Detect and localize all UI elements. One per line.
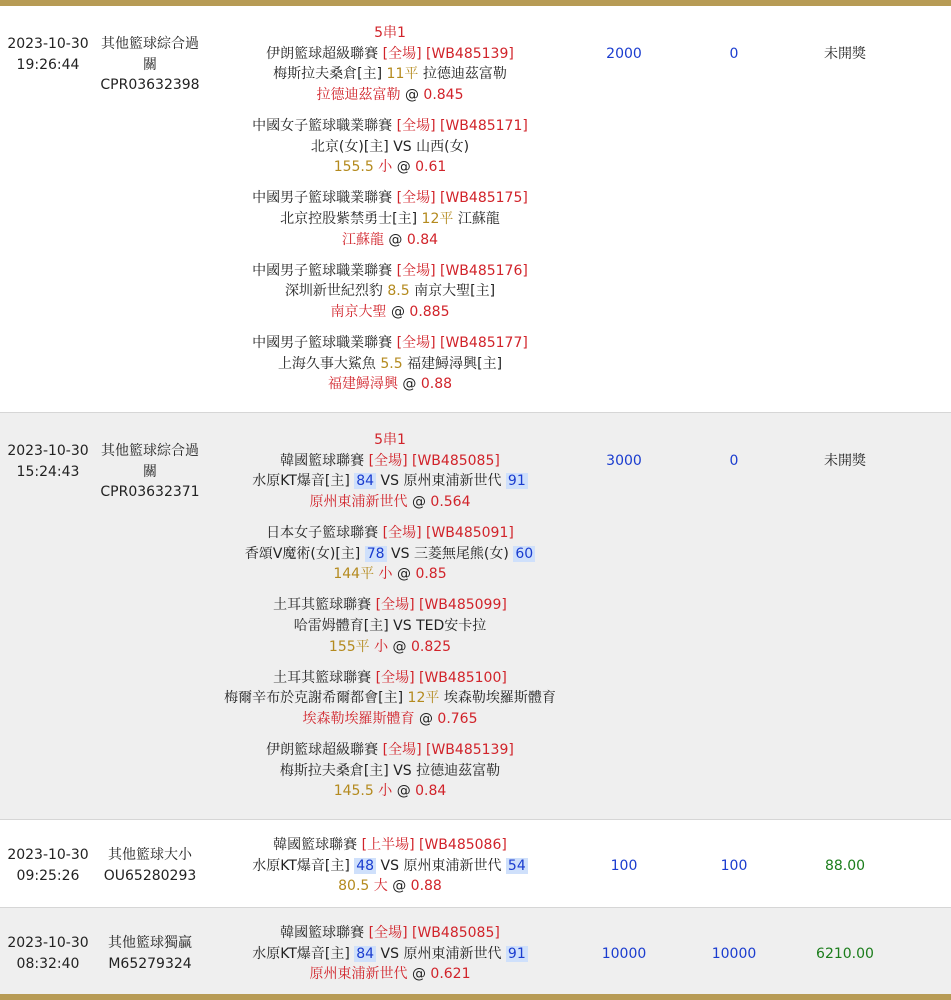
away-score: 54	[507, 857, 526, 874]
match-code: [WB485100]	[419, 669, 507, 686]
match-code: [WB485086]	[419, 837, 507, 853]
bet-type-label: 其他籃球綜合過	[101, 36, 199, 52]
odds: 0.84	[415, 783, 447, 800]
bet-date: 2023-10-30	[7, 935, 89, 951]
bet-date: 2023-10-30	[7, 36, 89, 52]
away-team: 原州東浦新世代	[403, 857, 502, 874]
away-score: 60	[515, 545, 534, 562]
match-code: [WB485091]	[426, 524, 514, 541]
match-code: [WB485171]	[440, 117, 528, 134]
odds: 0.825	[411, 638, 452, 655]
home-team: 深圳新世紀烈豹	[284, 283, 383, 300]
away-team: 三菱無尾熊(女)	[413, 545, 509, 562]
period-tag: [全場]	[368, 452, 408, 469]
odds: 0.88	[410, 878, 442, 895]
league-name: 伊朗籃球超級聯賽	[266, 742, 379, 759]
handicap-line: 12平	[421, 210, 454, 227]
bet-type	[100, 441, 200, 503]
valid-amount: 100	[720, 858, 748, 874]
pick: 埃森勒埃羅斯體育	[302, 710, 415, 727]
at-sign: @	[388, 231, 403, 248]
bet-leg	[200, 740, 580, 802]
at-sign: @	[411, 966, 426, 983]
vs-label: VS	[380, 945, 400, 962]
odds: 0.564	[430, 493, 471, 510]
bet-type	[100, 933, 200, 974]
period-tag: [全場]	[382, 45, 422, 62]
league-name: 中國男子籃球職業聯賽	[252, 262, 393, 279]
bet-record-row	[0, 820, 951, 908]
order-id: M65279324	[108, 955, 192, 972]
league-name: 中國男子籃球職業聯賽	[252, 190, 393, 207]
bet-time	[0, 933, 96, 974]
result-status: 未開獎	[824, 453, 866, 469]
league-name: 韓國籃球聯賽	[280, 452, 365, 469]
odds: 0.765	[437, 710, 478, 727]
bet-leg	[200, 188, 580, 250]
vs-label: VS	[391, 545, 410, 562]
win-amount: 6210.00	[816, 946, 874, 962]
bet-leg	[200, 451, 580, 513]
handicap-line: 5.5	[380, 355, 403, 372]
result-status: 未開獎	[824, 46, 866, 62]
away-team: 原州東浦新世代	[403, 473, 502, 490]
bet-clock: 19:26:44	[16, 56, 80, 73]
home-score: 84	[356, 473, 375, 490]
home-team: 香頌V魔術(女)[主]	[244, 545, 361, 562]
bet-type-label: 其他籃球綜合過	[101, 443, 199, 459]
home-team: 北京控股紫禁勇士[主]	[280, 210, 418, 227]
league-name: 伊朗籃球超級聯賽	[266, 45, 379, 62]
period-tag: [全場]	[396, 117, 436, 134]
period-tag: [全場]	[396, 262, 436, 279]
bet-date: 2023-10-30	[7, 443, 89, 459]
home-team: 水原KT爆音[主]	[252, 857, 350, 874]
away-score: 91	[507, 945, 526, 962]
bottom-border	[0, 994, 951, 1000]
period-tag: [全場]	[396, 190, 436, 207]
league-name: 中國女子籃球職業聯賽	[252, 117, 393, 134]
away-team: TED安卡拉	[416, 617, 487, 634]
bet-date: 2023-10-30	[7, 847, 89, 863]
bet-type-label: 其他籃球大小	[108, 847, 192, 863]
bet-type	[100, 845, 200, 886]
home-score: 84	[356, 945, 375, 962]
league-name: 中國男子籃球職業聯賽	[252, 335, 393, 352]
total-line: 155平	[328, 638, 370, 655]
match-code: [WB485085]	[412, 925, 500, 941]
at-sign: @	[397, 566, 411, 583]
bet-leg	[200, 668, 580, 730]
odds: 0.61	[415, 159, 447, 176]
at-sign: @	[418, 710, 433, 727]
odds: 0.84	[406, 231, 439, 248]
bet-clock: 15:24:43	[16, 463, 80, 480]
at-sign: @	[411, 493, 426, 510]
period-tag: [全場]	[382, 524, 422, 541]
pick: 拉德迪茲富勒	[316, 86, 401, 103]
win-amount: 88.00	[824, 858, 866, 874]
over-under-pick: 小	[378, 783, 393, 800]
bet-amount: 3000	[606, 453, 642, 469]
match-code: [WB485139]	[426, 742, 514, 759]
over-under-pick: 小	[378, 566, 393, 583]
bet-leg	[200, 333, 580, 395]
bet-type-label-cont: 關	[143, 56, 157, 73]
order-id: CPR03632398	[100, 77, 200, 94]
at-sign: @	[390, 303, 405, 320]
bet-type	[100, 34, 200, 96]
away-team: 山西(女)	[416, 138, 470, 155]
match-code: [WB485176]	[440, 262, 528, 279]
bet-leg	[200, 261, 580, 323]
match-code: [WB485177]	[440, 335, 528, 352]
total-line: 80.5	[338, 878, 370, 895]
at-sign: @	[392, 878, 407, 895]
over-under-pick: 大	[373, 878, 388, 895]
bet-record-row	[0, 413, 951, 820]
match-code: [WB485085]	[412, 452, 500, 469]
home-team: 水原KT爆音[主]	[252, 473, 350, 490]
away-team: 南京大聖[主]	[414, 283, 496, 300]
bet-type-label: 其他籃球獨贏	[108, 935, 192, 951]
league-name: 日本女子籃球聯賽	[266, 524, 379, 541]
odds: 0.885	[409, 303, 450, 320]
bet-amount: 100	[610, 858, 638, 874]
over-under-pick: 小	[374, 638, 389, 655]
pick: 原州東浦新世代	[309, 966, 408, 983]
away-team: 福建鱘潯興[主]	[407, 355, 503, 372]
pick: 福建鱘潯興	[327, 376, 398, 393]
period-tag: [全場]	[368, 925, 408, 941]
odds: 0.845	[423, 86, 464, 103]
bet-leg	[200, 923, 580, 985]
period-tag: [上半場]	[361, 837, 415, 853]
league-name: 土耳其籃球聯賽	[273, 597, 372, 614]
away-team: 拉德迪茲富勒	[416, 762, 501, 779]
pick: 南京大聖	[330, 303, 387, 320]
order-id: OU65280293	[103, 867, 197, 884]
vs-label: VS	[393, 617, 412, 634]
league-name: 韓國籃球聯賽	[273, 837, 358, 853]
handicap-line: 8.5	[387, 283, 410, 300]
match-code: [WB485175]	[440, 190, 528, 207]
valid-amount: 0	[729, 453, 739, 469]
pick: 江蘇龍	[341, 231, 384, 248]
home-score: 48	[356, 857, 375, 874]
bet-type-label-cont: 關	[143, 463, 157, 480]
at-sign: @	[396, 783, 411, 800]
bet-amount: 2000	[606, 46, 642, 62]
combo-label: 5串1	[374, 432, 406, 448]
bet-time	[0, 34, 96, 75]
home-team: 梅爾辛布於克謝希爾都會[主]	[224, 690, 404, 707]
total-line: 155.5	[333, 159, 374, 176]
home-score: 78	[366, 545, 385, 562]
home-team: 梅斯拉夫桑倉[主]	[279, 762, 389, 779]
at-sign: @	[404, 86, 419, 103]
vs-label: VS	[380, 857, 400, 874]
bet-record-row	[0, 6, 951, 413]
bet-amount: 10000	[601, 946, 647, 962]
home-team: 水原KT爆音[主]	[252, 945, 350, 962]
vs-label: VS	[393, 762, 412, 779]
bet-time	[0, 441, 96, 482]
total-line: 144平	[333, 566, 375, 583]
bet-details	[200, 923, 580, 985]
vs-label: VS	[393, 138, 412, 155]
bet-details	[200, 23, 580, 395]
period-tag: [全場]	[375, 669, 415, 686]
home-team: 梅斯拉夫桑倉[主]	[273, 66, 383, 83]
order-id: CPR03632371	[100, 484, 200, 501]
period-tag: [全場]	[375, 597, 415, 614]
handicap-line: 12平	[407, 690, 440, 707]
bet-leg	[200, 595, 580, 657]
bet-leg	[200, 116, 580, 178]
away-team: 埃森勒埃羅斯體育	[443, 690, 556, 707]
bet-details	[200, 835, 580, 897]
total-line: 145.5	[333, 783, 374, 800]
away-team: 原州東浦新世代	[403, 945, 502, 962]
handicap-line: 11平	[386, 66, 419, 83]
bet-details	[200, 430, 580, 802]
valid-amount: 0	[729, 46, 739, 62]
bet-time	[0, 845, 96, 886]
period-tag: [全場]	[396, 335, 436, 352]
away-team: 江蘇龍	[457, 210, 500, 227]
at-sign: @	[396, 159, 411, 176]
vs-label: VS	[380, 473, 400, 490]
match-code: [WB485099]	[419, 597, 507, 614]
league-name: 土耳其籃球聯賽	[273, 669, 372, 686]
match-code: [WB485139]	[426, 45, 514, 62]
league-name: 韓國籃球聯賽	[280, 925, 365, 941]
bet-leg	[200, 44, 580, 106]
bet-clock: 09:25:26	[16, 867, 80, 884]
bet-leg	[200, 835, 580, 897]
at-sign: @	[402, 376, 417, 393]
home-team: 上海久事大鯊魚	[277, 355, 376, 372]
period-tag: [全場]	[382, 742, 422, 759]
bet-record-row	[0, 908, 951, 994]
odds: 0.85	[415, 566, 447, 583]
bet-clock: 08:32:40	[16, 955, 80, 972]
odds: 0.88	[420, 376, 453, 393]
pick: 原州東浦新世代	[309, 493, 408, 510]
away-team: 拉德迪茲富勒	[422, 66, 507, 83]
combo-label: 5串1	[374, 25, 406, 41]
at-sign: @	[392, 638, 407, 655]
odds: 0.621	[430, 966, 471, 983]
valid-amount: 10000	[711, 946, 757, 962]
home-team: 北京(女)[主]	[310, 138, 389, 155]
away-score: 91	[507, 473, 526, 490]
bet-leg	[200, 523, 580, 585]
home-team: 哈雷姆體育[主]	[293, 617, 389, 634]
over-under-pick: 小	[378, 159, 393, 176]
